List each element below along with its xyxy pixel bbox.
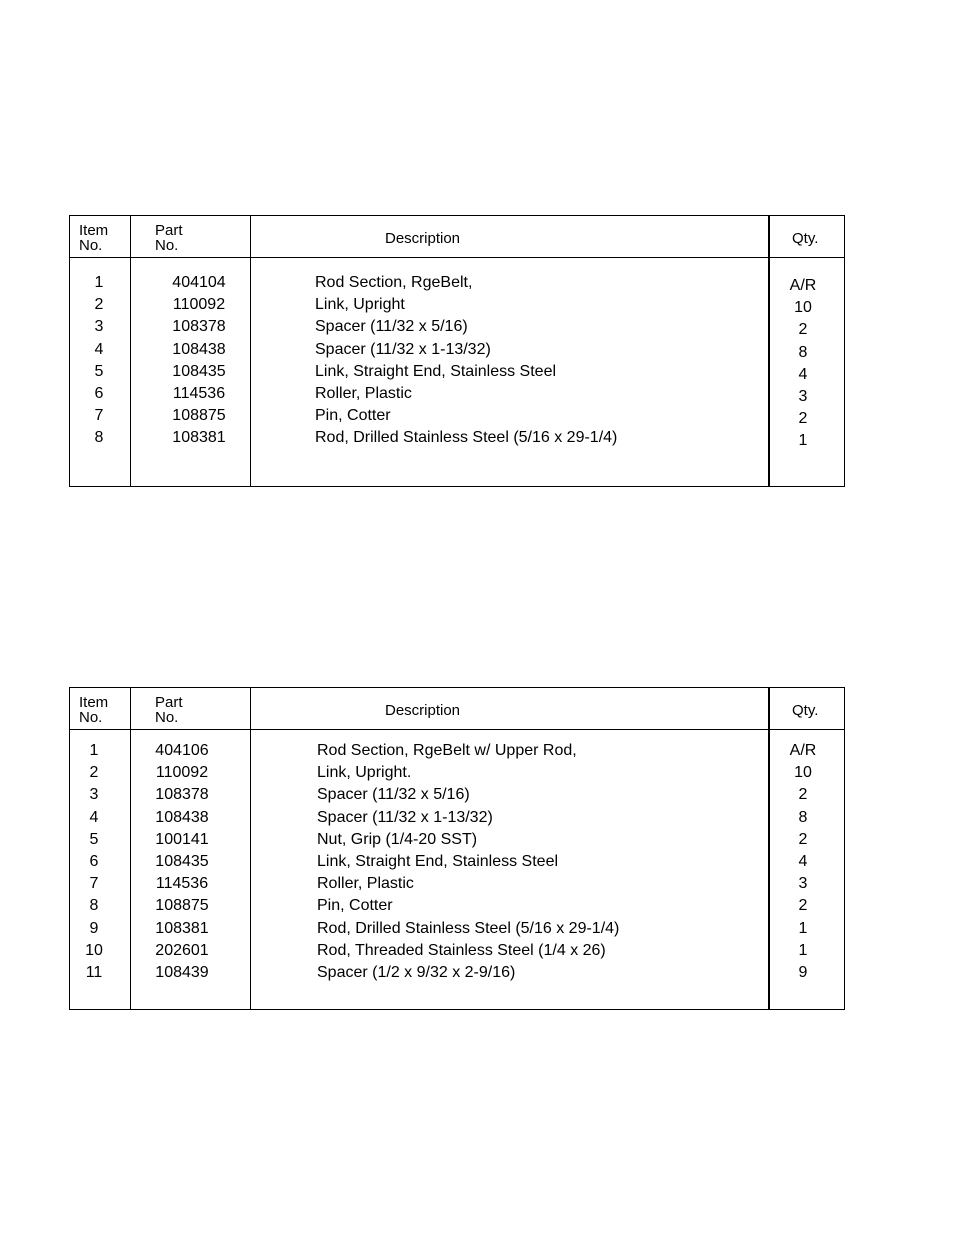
part-number: 108378 [172, 318, 226, 336]
item-number: 3 [89, 786, 99, 804]
item-number: 7 [89, 875, 99, 893]
table-row [70, 429, 844, 451]
table-body [70, 742, 844, 986]
quantity: 2 [798, 410, 808, 428]
header-description: Description [385, 702, 461, 719]
part-number: 202601 [155, 941, 209, 959]
header-divider [70, 729, 844, 730]
header-item-no: Item No. [79, 694, 109, 726]
description: Roller, Plastic [317, 875, 414, 893]
header-part-no: Part No. [155, 694, 183, 726]
part-number: 108438 [172, 340, 226, 358]
description: Rod, Drilled Stainless Steel (5/16 x 29-1/4) [317, 919, 620, 937]
quantity: 3 [798, 387, 808, 405]
quantity: 1 [798, 919, 808, 937]
quantity: 8 [798, 808, 808, 826]
parts-table-1 [69, 215, 845, 487]
quantity: 2 [798, 786, 808, 804]
table-body [70, 274, 844, 452]
item-number: 5 [94, 362, 104, 380]
table-row [70, 809, 844, 831]
table-row [70, 318, 844, 340]
part-number: 108439 [155, 963, 209, 981]
table-row [70, 764, 844, 786]
quantity: A/R [789, 277, 817, 294]
header-divider [70, 257, 844, 258]
table-row [70, 786, 844, 808]
description: Pin, Cotter [317, 897, 393, 915]
description: Spacer (11/32 x 1-13/32) [315, 340, 491, 358]
table-row [70, 274, 844, 296]
quantity: 4 [798, 365, 808, 383]
description: Spacer (11/32 x 5/16) [315, 318, 468, 336]
description: Spacer (11/32 x 5/16) [317, 786, 470, 804]
part-number: 108378 [155, 786, 209, 804]
description: Link, Upright. [317, 764, 412, 782]
table-row [70, 831, 844, 853]
description: Nut, Grip (1/4-20 SST) [317, 830, 478, 848]
item-number: 8 [89, 897, 99, 915]
part-number: 108435 [155, 852, 209, 870]
quantity: A/R [789, 742, 817, 759]
table-row [70, 385, 844, 407]
quantity: 2 [798, 321, 808, 339]
item-number: 6 [94, 384, 104, 402]
item-number: 11 [85, 963, 103, 981]
quantity: 1 [798, 432, 808, 450]
part-number: 404104 [172, 274, 226, 291]
quantity: 10 [794, 299, 812, 317]
part-number: 404106 [155, 742, 209, 759]
item-number: 6 [89, 852, 99, 870]
part-number: 108435 [172, 362, 226, 380]
header-item-no: Item No. [79, 222, 109, 254]
description: Link, Straight End, Stainless Steel [317, 852, 559, 870]
part-number: 114536 [172, 384, 226, 402]
description: Spacer (1/2 x 9/32 x 2-9/16) [317, 963, 516, 981]
description: Spacer (11/32 x 1-13/32) [317, 808, 493, 826]
item-number: 2 [94, 296, 104, 314]
part-number: 108438 [155, 808, 209, 826]
item-number: 3 [94, 318, 104, 336]
quantity: 2 [798, 897, 808, 915]
item-number: 8 [94, 429, 104, 447]
quantity: 9 [798, 963, 808, 981]
quantity: 4 [798, 852, 808, 870]
table-row [70, 296, 844, 318]
description: Link, Straight End, Stainless Steel [315, 362, 557, 380]
quantity: 1 [798, 941, 808, 959]
description: Rod Section, RgeBelt, [315, 274, 473, 291]
table-row [70, 875, 844, 897]
item-number: 7 [94, 407, 104, 425]
table-row [70, 897, 844, 919]
item-number: 10 [85, 941, 103, 959]
part-number: 108875 [155, 897, 209, 915]
description: Rod, Drilled Stainless Steel (5/16 x 29-1/4) [315, 429, 618, 447]
description: Pin, Cotter [315, 407, 391, 425]
header-qty: Qty. [792, 230, 819, 247]
table-row [70, 742, 844, 764]
part-number: 108381 [155, 919, 209, 937]
item-number: 5 [89, 830, 99, 848]
item-number: 4 [94, 340, 104, 358]
part-number: 114536 [155, 875, 209, 893]
table-row [70, 407, 844, 429]
table-row [70, 942, 844, 964]
description: Roller, Plastic [315, 384, 412, 402]
header-description: Description [385, 230, 461, 247]
item-number: 2 [89, 764, 99, 782]
part-number: 108381 [172, 429, 226, 447]
table-row [70, 964, 844, 986]
table-row [70, 920, 844, 942]
part-number: 110092 [172, 296, 226, 314]
header-qty: Qty. [792, 702, 819, 719]
description: Rod, Threaded Stainless Steel (1/4 x 26) [317, 941, 606, 959]
item-number: 1 [94, 274, 104, 291]
parts-table-2 [69, 687, 845, 1010]
item-number: 1 [89, 742, 99, 759]
quantity: 10 [794, 764, 812, 782]
quantity: 3 [798, 875, 808, 893]
item-number: 9 [89, 919, 99, 937]
header-part-no: Part No. [155, 222, 183, 254]
table-row [70, 341, 844, 363]
quantity: 2 [798, 830, 808, 848]
quantity: 8 [798, 343, 808, 361]
part-number: 100141 [155, 830, 209, 848]
part-number: 110092 [155, 764, 209, 782]
table-row [70, 853, 844, 875]
description: Link, Upright [315, 296, 405, 314]
item-number: 4 [89, 808, 99, 826]
table-row [70, 363, 844, 385]
description: Rod Section, RgeBelt w/ Upper Rod, [317, 742, 577, 759]
part-number: 108875 [172, 407, 226, 425]
